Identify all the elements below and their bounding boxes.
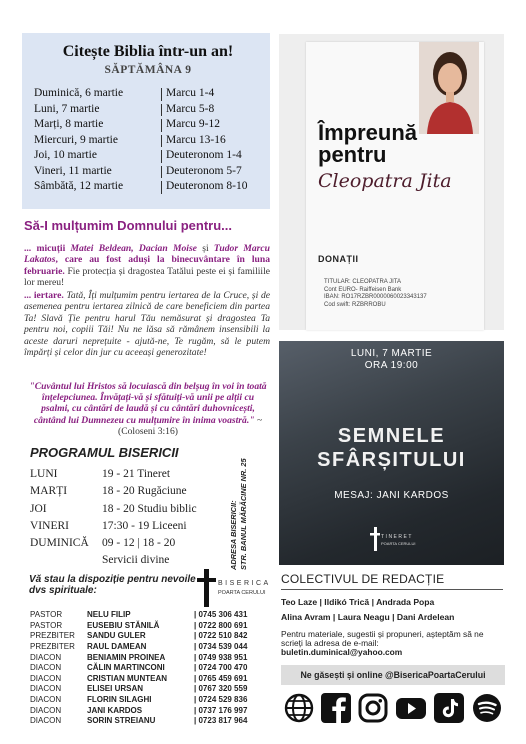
staff-name: SORIN STREIANU: [87, 716, 156, 726]
event-day: LUNI, 7 MARTIE: [350, 348, 433, 359]
reading-week: SĂPTĂMÂNA 9: [104, 64, 192, 76]
quote-text: "Cuvântul lui Hristos să locuiască din belșug în voi în toată înțelepciunea. Învățați-vă și sfătuiți-vă unii pe alții cu psalmi, cu cântări de laudă și cu cântări duhovnicești, cântând lui Dumnezeu cu mulțumire în inima voastră.": [29, 381, 267, 426]
thanks-lead: ... micuții: [24, 243, 66, 254]
divider: [161, 135, 162, 148]
staff-phone[interactable]: [194, 684, 275, 695]
editorial-team-line1: Teo Laze | Ildikó Trică | Andrada Popa: [281, 597, 435, 607]
phone-number: 0767 320 559: [198, 684, 248, 694]
globe-icon[interactable]: [283, 692, 315, 724]
staff-row: [30, 684, 275, 695]
event-title: [279, 424, 504, 472]
divider: [281, 589, 503, 590]
reading-row: [34, 133, 262, 149]
donation-panel: [279, 34, 504, 330]
staff-role: DIACON: [30, 716, 62, 726]
phone-number: 0724 700 470: [198, 663, 248, 673]
thanks-paragraph-forgiveness: [24, 290, 270, 358]
staff-phone[interactable]: [194, 695, 275, 706]
bank-info: [324, 279, 427, 309]
reading-day: Vineri, 11 martie: [34, 164, 112, 177]
phone-number: 0734 539 044: [198, 641, 248, 651]
thanks-bold-rest: , care au fost aduși la binecuvântare în luna februarie.: [24, 254, 270, 277]
campaign-title: [318, 122, 417, 166]
phone-number: 0724 529 836: [198, 695, 248, 705]
staff-name: FLORIN SILAGHI: [87, 695, 152, 705]
portrait-image: [419, 42, 479, 134]
divider: [161, 119, 162, 132]
campaign-title-line2: pentru: [318, 142, 387, 167]
staff-name: RAUL DAMEAN: [87, 641, 147, 651]
phone-number: 0745 306 431: [198, 610, 248, 619]
event-poster: [279, 341, 504, 565]
account-holder: TITULAR: CLEOPATRA JITA: [324, 279, 402, 285]
reading-title: Citește Biblia într-un an!: [62, 43, 234, 60]
social-icons: [283, 692, 505, 725]
divider: |: [194, 684, 199, 694]
youtube-icon[interactable]: [395, 692, 427, 724]
divider: |: [194, 652, 199, 662]
staff-phone[interactable]: [194, 653, 275, 664]
reading-day: Marți, 8 martie: [34, 118, 104, 130]
divider: |: [194, 716, 199, 726]
reading-day: Miercuri, 9 martie: [34, 133, 118, 146]
staff-role: DIACON: [30, 652, 62, 662]
divider: |: [194, 641, 199, 651]
staff-phone[interactable]: [194, 631, 275, 642]
program-day: MARȚI: [30, 485, 68, 498]
program-row: [30, 552, 230, 569]
reading-row: [34, 148, 262, 164]
program-time: 18 - 20 Rugăciune: [102, 485, 187, 498]
reading-day: Joi, 10 martie: [34, 149, 97, 161]
staff-row: [30, 631, 275, 642]
reading-row: [34, 117, 262, 133]
youth-logo-text: TINERET: [381, 534, 413, 540]
staff-phone[interactable]: [194, 610, 275, 621]
divider: [161, 104, 162, 117]
staff-role: PREZBITER: [30, 631, 75, 641]
contact-text: Pentru materiale, sugestii și propuneri, așteptăm să ne scrieți la adresa de e-mail:: [281, 629, 484, 648]
program-row: [30, 501, 230, 518]
event-date: [279, 348, 504, 372]
thanks-tail: Fie protecția și dragostea Tatălui peste ei și familiile lor mereu!: [24, 265, 270, 289]
thanks-names: Matei Beldean, Dacian Moise: [70, 243, 197, 254]
staff-row: [30, 706, 275, 717]
phone-number: 0722 510 842: [198, 631, 248, 641]
staff-table: [30, 610, 275, 727]
program-title: PROGRAMUL BISERICII: [30, 445, 179, 460]
program-row: [30, 466, 230, 483]
staff-phone[interactable]: [194, 621, 275, 632]
event-title-line2: SFÂRȘITULUI: [317, 449, 466, 471]
divider: |: [194, 705, 199, 715]
phone-number: 0765 459 691: [198, 673, 248, 683]
staff-phone[interactable]: [194, 706, 275, 717]
divider: [161, 181, 162, 194]
program-time: 18 - 20 Studiu biblic: [102, 502, 197, 515]
program-time: 09 - 12 | 18 - 20: [102, 537, 176, 550]
divider: [161, 88, 162, 101]
program-day: JOI: [30, 502, 47, 515]
divider: |: [194, 631, 199, 641]
quote-reference: ~ (Coloseni 3:16): [118, 414, 263, 437]
address-text: STR. BANUL MĂRĂCINE NR. 25: [239, 458, 248, 570]
reading-row: [34, 102, 262, 118]
program-day: DUMINICĂ: [30, 537, 89, 550]
youth-logo-church: POARTA CERULUI: [381, 541, 416, 546]
divider: |: [194, 673, 199, 683]
staff-phone[interactable]: [194, 716, 275, 727]
program-time: Servicii divine: [102, 554, 170, 567]
bible-quote: [28, 381, 268, 437]
editorial-team-line2: Alina Avram | Laura Neagu | Dani Ardelean: [281, 612, 455, 622]
donation-card: [306, 42, 484, 330]
staff-role: DIACON: [30, 695, 62, 705]
staff-row: [30, 674, 275, 685]
church-address: [227, 460, 257, 572]
divider: [161, 150, 162, 163]
staff-name: CĂLIN MARTINCONI: [87, 663, 165, 673]
divider: |: [194, 610, 199, 619]
contact-email[interactable]: buletin.duminical@yahoo.com: [281, 647, 403, 657]
staff-name: ELISEI URSAN: [87, 684, 144, 694]
address-label: ADRESA BISERICII:: [229, 500, 238, 570]
logo-text-name: POARTA CERULUI: [218, 590, 266, 596]
logo-text-church: BISERICA: [218, 580, 271, 587]
program-day: VINERI: [30, 519, 69, 532]
staff-role: DIACON: [30, 663, 62, 673]
instagram-icon[interactable]: [357, 692, 389, 724]
staff-role: DIACON: [30, 705, 62, 715]
staff-name: BENIAMIN PROINEA: [87, 652, 166, 662]
program-table: [30, 466, 230, 570]
donation-label: DONAȚII: [318, 254, 359, 264]
reading-day: Luni, 7 martie: [34, 102, 100, 115]
program-day: LUNI: [30, 468, 58, 480]
thanks-paragraph-baptisms: [24, 243, 270, 289]
staff-role: DIACON: [30, 684, 62, 694]
reading-row: [34, 164, 262, 180]
staff-intro: Vă stau la dispoziție pentru nevoile dvs spirituale:: [29, 574, 196, 596]
iban: IBAN: RO17RZBR0000060023343137: [324, 294, 427, 301]
staff-row: [30, 716, 275, 727]
staff-role: DIACON: [30, 673, 62, 683]
reading-passage: Deuteronom 1-4: [166, 149, 242, 161]
staff-row: [30, 663, 275, 674]
youth-logo: [370, 527, 430, 553]
staff-row: [30, 653, 275, 664]
event-title-line1: SEMNELE: [337, 425, 446, 447]
staff-name: NELU FILIP: [87, 610, 131, 619]
thanks-conjunction: și: [202, 243, 209, 254]
staff-row: [30, 642, 275, 653]
staff-row: [30, 610, 275, 621]
program-time: 17:30 - 19 Liceeni: [102, 519, 187, 532]
reading-table: [34, 86, 262, 195]
staff-phone[interactable]: [194, 674, 275, 685]
program-time: 19 - 21 Tineret: [102, 468, 171, 480]
reading-day: Sâmbătă, 12 martie: [34, 180, 124, 192]
thanks-heading: Să-I mulțumim Domnului pentru...: [24, 218, 232, 233]
staff-role: PASTOR: [30, 620, 63, 630]
event-time: ORA 19:00: [364, 360, 419, 371]
forgiveness-lead: ... iertare.: [24, 290, 64, 301]
reading-day: Duminică, 6 martie: [34, 87, 124, 99]
facebook-icon[interactable]: [320, 692, 352, 724]
reading-passage: Deuteronom 5-7: [166, 164, 242, 177]
phone-number: 0723 817 964: [198, 716, 248, 726]
staff-name: SANDU GULER: [87, 631, 146, 641]
staff-phone[interactable]: [194, 663, 275, 674]
program-row: [30, 518, 230, 535]
reading-passage: Marcu 9-12: [166, 118, 220, 130]
reading-passage: Marcu 1-4: [166, 87, 215, 99]
bible-reading-box: [22, 33, 270, 209]
staff-name: CRISTIAN MUNTEAN: [87, 673, 167, 683]
church-logo: [196, 569, 274, 609]
program-day: [30, 552, 102, 569]
thanks-name-three: Tudor Marcu Lakatos: [24, 243, 270, 266]
divider: [161, 166, 162, 179]
tiktok-icon[interactable]: [433, 692, 465, 724]
staff-role: PREZBITER: [30, 641, 75, 651]
reading-passage: Marcu 5-8: [166, 102, 215, 115]
program-row: [30, 483, 230, 500]
staff-row: [30, 621, 275, 632]
staff-name: EUSEBIU STĂNILĂ: [87, 620, 160, 630]
reading-passage: Deuteronom 8-10: [166, 180, 248, 192]
staff-phone[interactable]: [194, 642, 275, 653]
contact-block: [281, 630, 506, 657]
cross-icon: [370, 527, 380, 551]
reading-passage: Marcu 13-16: [166, 133, 226, 146]
account-type: Cont EURO- Raiffeisen Bank: [324, 286, 402, 293]
phone-number: 0749 938 951: [198, 652, 248, 662]
portrait-photo: [419, 42, 479, 134]
phone-number: 0722 800 691: [198, 620, 248, 630]
divider: |: [194, 620, 199, 630]
reading-row: [34, 179, 262, 195]
staff-name: JANI KARDOS: [87, 705, 143, 715]
swift-code: Cod swift: RZBRROBU: [324, 301, 386, 308]
event-speaker: MESAJ: JANI KARDOS: [334, 490, 449, 501]
spotify-icon[interactable]: [471, 692, 503, 724]
online-banner: Ne găsești și online @BisericaPoartaCerului: [281, 665, 505, 685]
forgiveness-text: Tată, Îți mulțumim pentru iertarea de la Cruce, și de asemenea pentru iertarea zilnică de care beneficiem din partea Ta! Slavă Ție pentru harul Tău nemăsurat și dragostea Ta pentru noi, copiii Tăi! Nu ne lăsa să rămânem insensibili la aceste daruri neprețuite - ajută-ne, Te rugăm, să le putem împărți și celor din jur cu aceeași generozitate!: [24, 290, 270, 359]
campaign-title-line1: Împreună: [318, 120, 418, 145]
divider: |: [194, 695, 199, 705]
cross-icon: [196, 569, 216, 607]
reading-row: [34, 86, 262, 102]
editorial-team-heading: COLECTIVUL DE REDACȚIE: [281, 572, 445, 586]
program-row: [30, 535, 230, 552]
divider: |: [194, 663, 199, 673]
staff-role: PASTOR: [30, 610, 63, 619]
staff-row: [30, 695, 275, 706]
campaign-name: Cleopatra Jita: [318, 170, 452, 192]
phone-number: 0737 176 997: [198, 705, 248, 715]
